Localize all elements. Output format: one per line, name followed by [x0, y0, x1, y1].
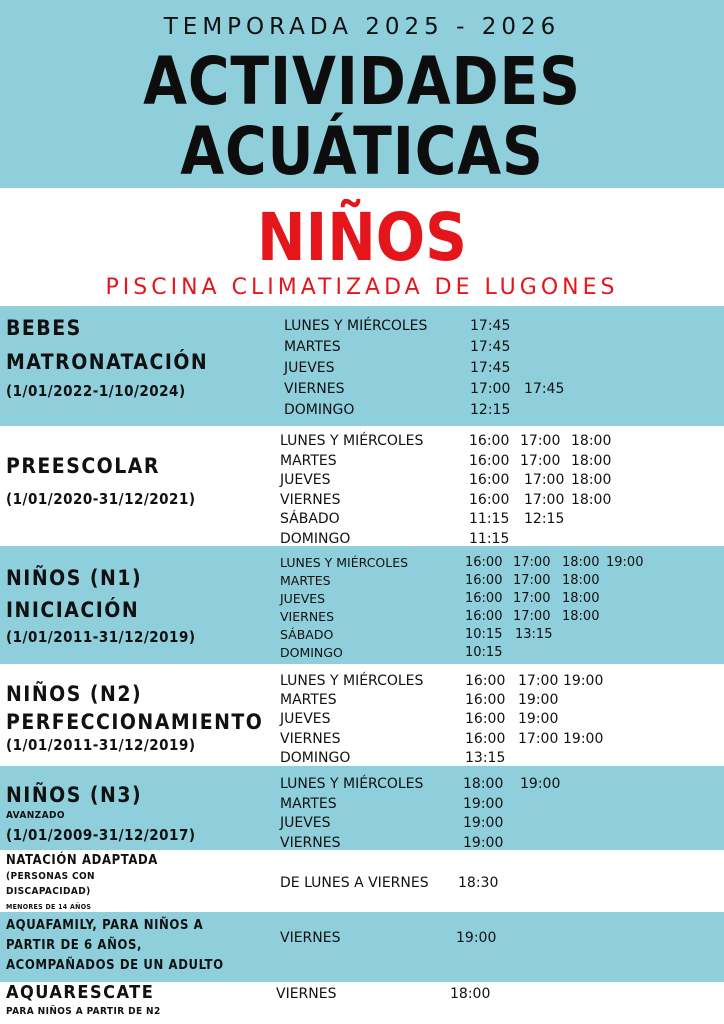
- schedule-time: 18:00: [571, 491, 612, 508]
- schedule-time: 17:00: [513, 555, 551, 570]
- section-title: AQUARESCATE: [6, 982, 155, 1003]
- schedule-time: 19:00: [520, 776, 561, 792]
- section-title: NIÑOS (N3): [6, 783, 143, 807]
- schedule-time: 17:45: [470, 318, 511, 334]
- schedule-day: DOMINGO: [280, 749, 351, 766]
- section-subtitle: (1/01/2020-31/12/2021): [6, 490, 196, 508]
- schedule-time: 11:15: [469, 511, 510, 527]
- schedule-time: 16:00: [469, 433, 510, 449]
- schedule-time: 10:15: [465, 627, 503, 642]
- schedule-day: LUNES Y MIÉRCOLES: [284, 318, 428, 334]
- title-line-1: ACTIVIDADES: [143, 43, 581, 120]
- section-title: BEBES: [6, 316, 82, 340]
- schedule-day: VIERNES: [280, 730, 341, 747]
- subtitle: NIÑOS: [256, 199, 468, 276]
- schedule-time: 16:00: [465, 692, 506, 709]
- schedule-day: MARTES: [280, 573, 331, 588]
- schedule-time: 19:00: [563, 730, 604, 747]
- schedule-time: 17:00: [520, 452, 561, 469]
- section-subtitle: ACOMPAÑADOS DE UN ADULTO: [6, 958, 224, 973]
- schedule-day: SÁBADO: [280, 627, 334, 642]
- schedule-time: 18:00: [450, 986, 491, 1002]
- schedule-day: LUNES Y MIÉRCOLES: [280, 555, 409, 570]
- section-subtitle: MATRONATACIÓN: [6, 350, 209, 374]
- schedule-time: 18:30: [458, 875, 499, 891]
- location-label: PISCINA CLIMATIZADA DE LUGONES: [105, 275, 619, 300]
- schedule-day: VIERNES: [276, 986, 337, 1002]
- header-banner: [0, 0, 724, 188]
- schedule-time: 18:00: [562, 591, 600, 606]
- schedule-time: 16:00: [465, 573, 503, 588]
- section-subtitle: (1/01/2009-31/12/2017): [6, 826, 196, 844]
- schedule-time: 17:00: [470, 381, 511, 397]
- title-line-2: ACUÁTICAS: [180, 113, 544, 190]
- schedule-time: 16:00: [469, 472, 510, 488]
- schedule-time: 18:00: [562, 555, 600, 570]
- schedule-time: 17:00: [524, 472, 565, 488]
- schedule-day: JUEVES: [284, 360, 335, 376]
- schedule-day: VIERNES: [280, 491, 341, 508]
- section-subtitle: DISCAPACIDAD): [6, 886, 91, 897]
- section-subtitle: AVANZADO: [6, 810, 65, 821]
- section-title: NATACIÓN ADAPTADA: [6, 853, 158, 868]
- schedule-time: 17:45: [470, 339, 511, 355]
- schedule-day: SÁBADO: [280, 511, 340, 527]
- schedule-time: 17:00: [518, 730, 559, 747]
- schedule-time: 10:15: [465, 645, 503, 660]
- schedule-day: DOMINGO: [280, 645, 343, 660]
- schedule-time: 18:00: [571, 452, 612, 469]
- schedule-time: 16:00: [465, 591, 503, 606]
- schedule-time: 17:00: [513, 609, 551, 624]
- section-subtitle: INICIACIÓN: [6, 598, 140, 622]
- section-title: AQUAFAMILY, PARA NIÑOS A: [6, 918, 204, 933]
- section-title: NIÑOS (N2): [6, 682, 143, 706]
- section-subtitle: (1/01/2011-31/12/2019): [6, 736, 196, 754]
- section-subtitle: PARA NIÑOS A PARTIR DE N2: [6, 1006, 161, 1017]
- schedule-day: VIERNES: [280, 930, 341, 946]
- schedule-day: DOMINGO: [284, 402, 355, 418]
- schedule-day: MARTES: [284, 339, 341, 355]
- schedule-time: 17:00: [524, 491, 565, 508]
- schedule-day: VIERNES: [280, 609, 335, 624]
- schedule-day: MARTES: [280, 692, 337, 709]
- schedule-time: 12:15: [470, 402, 511, 418]
- schedule-day: JUEVES: [280, 711, 331, 728]
- section-subtitle: (1/01/2022-1/10/2024): [6, 382, 186, 400]
- schedule-day: JUEVES: [280, 815, 331, 831]
- schedule-time: 17:00: [513, 573, 551, 588]
- schedule-day: MARTES: [280, 795, 337, 812]
- schedule-time: 19:00: [606, 555, 644, 570]
- schedule-time: 11:15: [469, 530, 510, 547]
- section-subtitle: (PERSONAS CON: [6, 871, 95, 882]
- schedule-time: 18:00: [562, 609, 600, 624]
- schedule-time: 19:00: [518, 711, 559, 728]
- schedule-day: VIERNES: [280, 834, 341, 851]
- schedule-time: 16:00: [469, 452, 510, 469]
- schedule-time: 18:00: [571, 433, 612, 449]
- schedule-time: 19:00: [463, 834, 504, 851]
- schedule-time: 13:15: [515, 627, 553, 642]
- schedule-day: VIERNES: [284, 381, 345, 397]
- season-label: TEMPORADA 2025 - 2026: [163, 14, 561, 40]
- section-subtitle: (1/01/2011-31/12/2019): [6, 628, 196, 646]
- schedule-time: 19:00: [518, 692, 559, 709]
- schedule-time: 17:45: [470, 360, 511, 376]
- schedule-time: 19:00: [463, 815, 504, 831]
- schedule-time: 17:00: [513, 591, 551, 606]
- schedule-day: JUEVES: [280, 591, 326, 606]
- schedule-day: MARTES: [280, 452, 337, 469]
- schedule-time: 19:00: [463, 795, 504, 812]
- schedule-time: 16:00: [465, 555, 503, 570]
- section-title: PREESCOLAR: [6, 454, 160, 478]
- schedule-day: JUEVES: [280, 472, 331, 488]
- schedule-day: DOMINGO: [280, 530, 351, 547]
- schedule-time: 16:00: [469, 491, 510, 508]
- schedule-time: 16:00: [465, 609, 503, 624]
- schedule-time: 18:00: [463, 776, 504, 792]
- schedule-time: 18:00: [571, 472, 612, 488]
- schedule-time: 17:00: [520, 433, 561, 449]
- section-subtitle: PERFECCIONAMIENTO: [6, 710, 264, 734]
- schedule-time: 17:00: [518, 673, 559, 689]
- schedule-time: 18:00: [562, 573, 600, 588]
- schedule-time: 13:15: [465, 749, 506, 766]
- schedule-day: LUNES Y MIÉRCOLES: [280, 776, 424, 792]
- schedule-time: 16:00: [465, 673, 506, 689]
- schedule-time: 17:45: [524, 381, 565, 397]
- schedule-time: 19:00: [456, 930, 497, 946]
- schedule-day: LUNES Y MIÉRCOLES: [280, 433, 424, 449]
- schedule-time: 16:00: [465, 730, 506, 747]
- schedule-day: LUNES Y MIÉRCOLES: [280, 673, 424, 689]
- schedule-time: 12:15: [524, 511, 565, 527]
- section-subtitle: PARTIR DE 6 AÑOS,: [6, 938, 143, 953]
- schedule-time: 16:00: [465, 711, 506, 728]
- section-subtitle: MENORES DE 14 AÑOS: [6, 903, 92, 911]
- schedule-day: DE LUNES A VIERNES: [280, 875, 429, 891]
- section-title: NIÑOS (N1): [6, 566, 143, 590]
- schedule-time: 19:00: [563, 673, 604, 689]
